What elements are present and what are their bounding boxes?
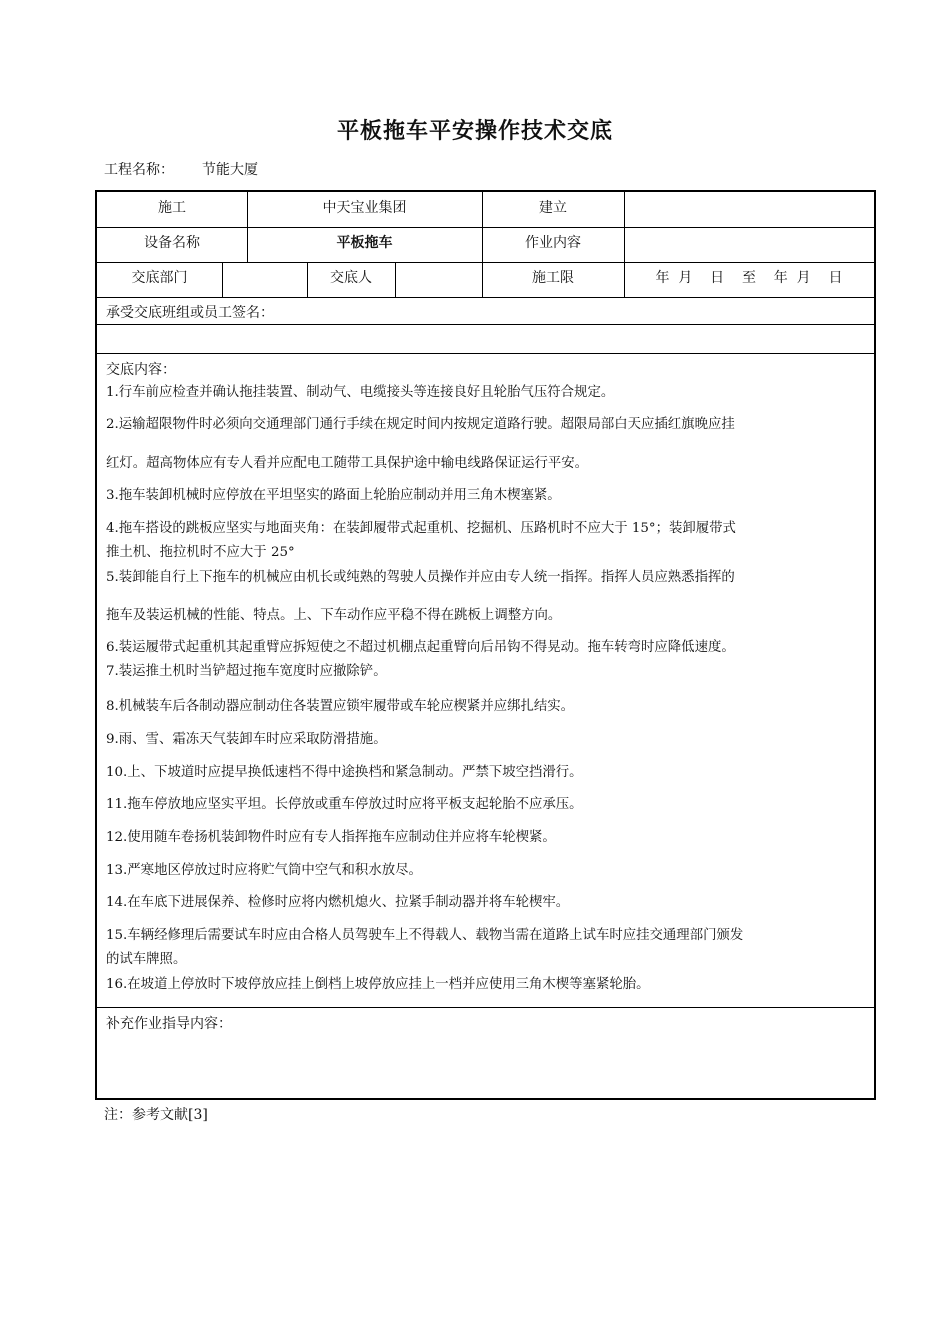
content-item: 4.拖车搭设的跳板应坚实与地面夹角：在装卸履带式起重机、挖掘机、压路机时不应大于 15°；装卸履带式 <box>106 521 736 536</box>
content-item: 的试车牌照。 <box>106 952 187 967</box>
row-divider <box>97 262 874 263</box>
row-divider <box>97 324 874 325</box>
construction-company: 中天宝业集团 <box>322 200 407 216</box>
discloser-label: 交底人 <box>330 270 372 286</box>
row-divider <box>97 1007 874 1008</box>
disclosure-dept-label: 交底部门 <box>131 270 188 286</box>
content-item: 12.使用随车卷扬机装卸物件时应有专人指挥拖车应制动住并应将车轮楔紧。 <box>106 830 556 845</box>
content-item: 10.上、下坡道时应提早换低速档不得中途换档和紧急制动。严禁下坡空挡滑行。 <box>106 765 583 780</box>
content-item: 13.严寒地区停放过时应将贮气筒中空气和积水放尽。 <box>106 863 422 878</box>
row-divider <box>97 227 874 228</box>
content-item: 16.在坡道上停放时下坡停放应挂上倒档上坡停放应挂上一档并应使用三角木楔等塞紧轮胎。 <box>106 977 650 992</box>
builder-label: 建立 <box>539 200 567 216</box>
content-item: 1.行车前应检查并确认拖挂装置、制动气、电缆接头等连接良好且轮胎气压符合规定。 <box>106 385 615 400</box>
reference-note: 注：参考文献[3] <box>104 1107 208 1123</box>
col-divider <box>222 262 223 297</box>
content-item: 7.装运推土机时当铲超过拖车宽度时应撤除铲。 <box>106 664 387 679</box>
equipment-name-label: 设备名称 <box>144 235 200 251</box>
construction-period-dates: 年 月 日 至 年 月 日 <box>655 270 843 286</box>
content-item: 11.拖车停放地应坚实平坦。长停放或重车停放过时应将平板支起轮胎不应承压。 <box>106 797 583 812</box>
page-title: 平板拖车平安操作技术交底 <box>336 119 613 144</box>
row-divider <box>97 297 874 298</box>
signature-label: 承受交底班组或员工签名： <box>106 305 274 321</box>
project-name-value: 节能大厦 <box>202 162 258 178</box>
work-content-label: 作业内容 <box>525 235 581 251</box>
content-item: 9.雨、雪、霜冻天气装卸车时应采取防滑措施。 <box>106 732 387 747</box>
construction-label: 施工 <box>158 200 186 216</box>
content-item: 14.在车底下进展保养、检修时应将内燃机熄火、拉紧手制动器并将车轮楔牢。 <box>106 895 570 910</box>
project-name-line <box>104 159 258 179</box>
content-label: 交底内容： <box>106 362 176 378</box>
equipment-name-value: 平板拖车 <box>336 235 393 251</box>
content-item: 拖车及装运机械的性能、特点。上、下车动作应平稳不得在跳板上调整方向。 <box>106 608 562 623</box>
row-divider <box>97 353 874 354</box>
project-name-label: 工程名称： <box>104 162 174 178</box>
content-item: 6.装运履带式起重机其起重臂应拆短使之不超过机棚点起重臂向后吊钩不得晃动。拖车转弯时应降低速度。 <box>106 640 735 655</box>
content-item: 5.装卸能自行上下拖车的机械应由机长或纯熟的驾驶人员操作并应由专人统一指挥。指挥人员应熟悉指挥的 <box>106 570 735 585</box>
content-item: 红灯。超高物体应有专人看并应配电工随带工具保护途中输电线路保证运行平安。 <box>106 456 589 471</box>
content-item: 8.机械装车后各制动器应制动住各装置应锁牢履带或车轮应楔紧并应绑扎结实。 <box>106 699 575 714</box>
content-item: 3.拖车装卸机械时应停放在平坦坚实的路面上轮胎应制动并用三角木楔塞紧。 <box>106 488 561 503</box>
content-item: 2.运输超限物件时必须向交通理部门通行手续在规定时间内按规定道路行驶。超限局部白天应插红旗晚应挂 <box>106 417 735 432</box>
supplement-label: 补充作业指导内容： <box>106 1016 232 1032</box>
construction-period-label: 施工限 <box>532 270 574 286</box>
disclosure-form-table <box>95 190 876 1100</box>
content-item: 15.车辆经修理后需要试车时应由合格人员驾驶车上不得载人、载物当需在道路上试车时应挂交通理部门颁发 <box>106 928 744 943</box>
col-divider <box>395 262 396 297</box>
content-item: 推土机、拖拉机时不应大于 25° <box>106 545 295 560</box>
